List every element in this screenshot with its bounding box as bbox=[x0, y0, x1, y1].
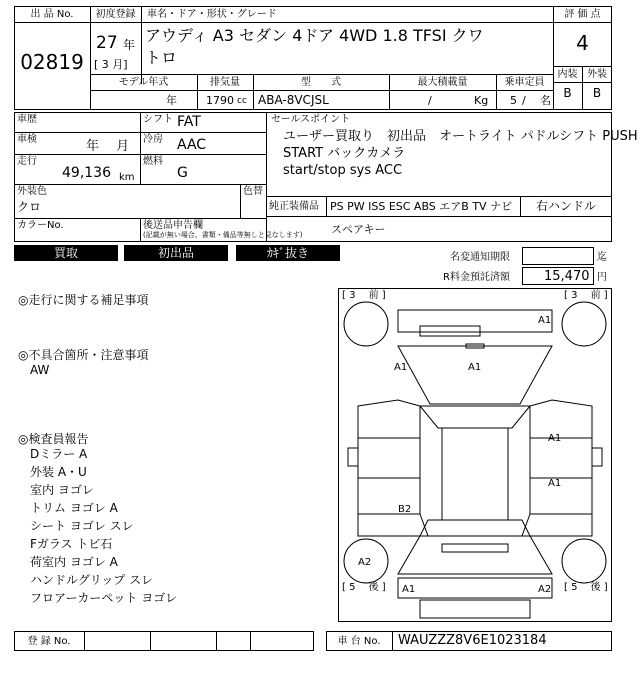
lot-label: 出 品 No. bbox=[30, 9, 74, 20]
rear-lower bbox=[420, 600, 530, 618]
mileage-unit: km bbox=[119, 172, 135, 183]
right-rear-quarter bbox=[522, 514, 592, 536]
inspector-item: 外装 A・U bbox=[30, 465, 87, 479]
title-change-box bbox=[522, 247, 594, 265]
tag-kaitori: 買取 bbox=[14, 245, 118, 261]
sales-line2: START バックカメラ bbox=[283, 146, 406, 161]
delivery-note: (記載が無い場合、書類・備品等無しと見なします) bbox=[143, 231, 303, 239]
sales-label: セールスポイント bbox=[271, 114, 351, 125]
mileage: 49,136 bbox=[62, 165, 111, 181]
model-year-label: モデル年式 bbox=[118, 77, 169, 88]
handle: 右ハンドル bbox=[536, 199, 597, 213]
color-change-label: 色替 bbox=[243, 186, 263, 197]
chassis-label: 車 台 No. bbox=[337, 636, 381, 647]
driving-notes-title: ◎走行に関する補足事項 bbox=[18, 293, 149, 307]
inspector-item: トリム ヨゴレ A bbox=[30, 501, 118, 515]
inspection-label: 車検 bbox=[17, 134, 37, 145]
capacity-label: 乗車定員 bbox=[504, 77, 545, 88]
shift-label: シフト bbox=[143, 114, 173, 125]
displacement: 1790 bbox=[206, 94, 234, 107]
mark-left-rear-tire: A2 bbox=[358, 557, 372, 568]
score: 4 bbox=[576, 31, 589, 55]
reg-label: 初度登録 bbox=[95, 9, 136, 20]
inspection-value: 年 月 bbox=[86, 139, 130, 154]
left-rear-quarter bbox=[358, 514, 428, 536]
mark-left-rear-quarter: B2 bbox=[398, 504, 412, 515]
hood bbox=[398, 346, 552, 404]
capacity: 5 bbox=[510, 94, 517, 107]
shift: FAT bbox=[177, 114, 201, 130]
color-no-label: カラーNo. bbox=[17, 220, 64, 231]
reg-no-label: 登 録 No. bbox=[27, 636, 71, 647]
capacity-sep: / bbox=[522, 94, 526, 107]
tire-front-right bbox=[562, 302, 606, 346]
inspector-item: フロアーカーペット ヨゴレ bbox=[30, 591, 178, 605]
mark-right-front-door: A1 bbox=[548, 433, 562, 444]
fuel-label: 燃料 bbox=[143, 156, 163, 167]
ext-color-label: 外装色 bbox=[17, 186, 47, 197]
inspector-item: Dミラー A bbox=[30, 447, 88, 461]
load-unit: Kg bbox=[474, 94, 489, 107]
chassis-number: WAUZZZ8V6E1023184 bbox=[398, 633, 547, 648]
mark-rear-left: A1 bbox=[402, 584, 416, 595]
fuel: G bbox=[177, 165, 188, 181]
roof bbox=[442, 428, 508, 520]
inspector-item: Fガラス トビ石 bbox=[30, 537, 113, 551]
defects-value: AW bbox=[30, 363, 50, 377]
car-name-label: 車名・ドア・形状・グレード bbox=[147, 9, 277, 20]
exterior-grade: B bbox=[592, 86, 602, 100]
top-left-tag: [ 3 前 ] bbox=[342, 290, 386, 301]
load-label: 最大積載量 bbox=[417, 77, 468, 88]
title-change-unit: 迄 bbox=[597, 252, 607, 263]
mileage-label: 走行 bbox=[17, 156, 37, 167]
year-unit: 年 bbox=[123, 38, 136, 52]
interior-label: 内装 bbox=[557, 69, 578, 80]
history-label: 車歴 bbox=[17, 114, 37, 125]
recycle-unit: 円 bbox=[597, 272, 607, 283]
reg-month: [ 3 月] bbox=[94, 58, 128, 71]
capacity-unit: 名 bbox=[540, 94, 551, 107]
inspector-title: ◎検査員報告 bbox=[18, 432, 89, 446]
mark-rear-bumper: A2 bbox=[538, 584, 552, 595]
left-front-door bbox=[358, 438, 420, 478]
mark-hood-left: A1 bbox=[394, 362, 408, 373]
tire-front-left bbox=[344, 302, 388, 346]
inspector-item: ハンドルグリップ スレ bbox=[30, 573, 154, 587]
exterior-label: 外装 bbox=[587, 69, 607, 80]
tag-key-removed: ｶｷﾞ抜き bbox=[236, 245, 340, 261]
sales-line3: start/stop sys ACC bbox=[283, 163, 403, 178]
title-change-label: 名変通知期限 bbox=[450, 252, 510, 263]
bottom-right-tag: [ 5 後 ] bbox=[564, 582, 608, 593]
model: ABA-8VCJSL bbox=[258, 93, 329, 107]
equipment-label: 純正装備品 bbox=[269, 201, 319, 212]
car-name-line2: トロ bbox=[145, 48, 178, 67]
displacement-label: 排気量 bbox=[210, 77, 240, 88]
mark-right-rear-door: A1 bbox=[548, 478, 562, 489]
rear-bumper bbox=[398, 578, 552, 598]
recycle-amount: 15,470 bbox=[544, 269, 590, 284]
lot-number: 02819 bbox=[20, 50, 84, 74]
bottom-left-tag: [ 5 後 ] bbox=[342, 582, 386, 593]
interior-grade: B bbox=[563, 86, 572, 100]
car-name-line1: アウディ A3 セダン 4ドア 4WD 1.8 TFSI クワ bbox=[145, 26, 484, 45]
ac-label: 冷房 bbox=[143, 134, 163, 145]
inspector-item: 室内 ヨゴレ bbox=[30, 483, 94, 497]
defects-title: ◎不具合箇所・注意事項 bbox=[18, 348, 149, 362]
mark-front-bumper: A1 bbox=[538, 315, 552, 326]
model-year-unit: 年 bbox=[166, 94, 177, 107]
ext-color: クロ bbox=[17, 200, 42, 214]
sales-line1: ユーザー買取り 初出品 オートライト パドルシフト PUSH bbox=[283, 129, 638, 144]
equipment: PS PW ISS ESC ABS エアB TV ナビ bbox=[330, 200, 513, 213]
mark-hood-center: A1 bbox=[468, 362, 482, 373]
score-label: 評 価 点 bbox=[564, 9, 601, 20]
top-right-tag: [ 3 前 ] bbox=[564, 290, 608, 301]
car-damage-diagram bbox=[338, 288, 612, 622]
windshield bbox=[420, 406, 530, 428]
tag-first-listing: 初出品 bbox=[124, 245, 228, 261]
front-bumper bbox=[398, 310, 552, 332]
delivery-value: スペアキー bbox=[331, 223, 386, 236]
tire-rear-right bbox=[562, 539, 606, 583]
displacement-unit: cc bbox=[237, 96, 247, 106]
recycle-label: R料金預託済額 bbox=[443, 272, 510, 283]
right-front-door bbox=[530, 438, 592, 478]
rear-window bbox=[420, 520, 530, 536]
inspector-item: シート ヨゴレ スレ bbox=[30, 519, 134, 533]
trunk bbox=[398, 536, 552, 574]
left-front-fender bbox=[358, 400, 420, 438]
reg-year: 27 bbox=[96, 33, 118, 53]
delivery-label: 後送品申告欄 bbox=[143, 220, 203, 231]
inspector-item: 荷室内 ヨゴレ A bbox=[30, 555, 118, 569]
load-sep: / bbox=[428, 94, 432, 107]
ac: AAC bbox=[177, 137, 207, 153]
model-label: 型 式 bbox=[301, 77, 341, 88]
